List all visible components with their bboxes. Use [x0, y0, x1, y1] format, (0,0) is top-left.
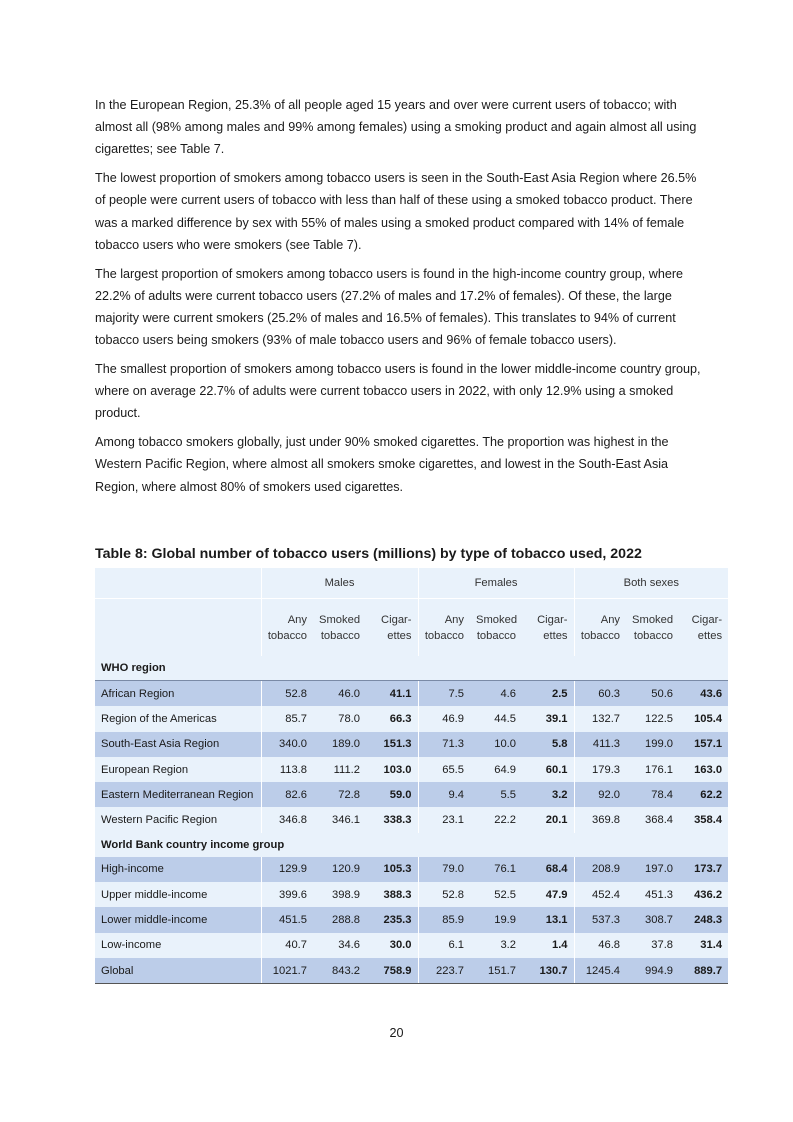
table-cell: 85.9	[418, 907, 470, 932]
table-cell: 248.3	[679, 907, 728, 932]
table-cell: 37.8	[626, 933, 679, 958]
column-header-line: Cigar-	[691, 613, 723, 626]
table-cell: 399.6	[261, 882, 313, 907]
column-header	[574, 599, 626, 657]
table-cell: 199.0	[626, 732, 679, 757]
table-row	[95, 933, 728, 958]
section-label: World Bank country income group	[95, 833, 728, 857]
table-cell: 176.1	[626, 757, 679, 782]
column-header-line: ettes	[387, 629, 412, 642]
paragraph: The smallest proportion of smokers among tobacco users is found in the lower middle-income country group, where on average 22.7% of adults were current tobacco users in 2022, with only 12.9% using a smoked product.	[95, 362, 701, 421]
table-cell: 398.9	[313, 882, 366, 907]
table-cell: 1.4	[522, 933, 574, 958]
table-cell: 20.1	[522, 807, 574, 832]
table-cell: 52.5	[470, 882, 522, 907]
table-cell: 105.4	[679, 706, 728, 731]
column-header	[366, 599, 418, 657]
table-cell: 52.8	[261, 681, 313, 707]
table-cell: 13.1	[522, 907, 574, 932]
table-cell: 46.9	[418, 706, 470, 731]
section-row-income	[95, 833, 728, 857]
table-cell: 132.7	[574, 706, 626, 731]
table-cell: 2.5	[522, 681, 574, 707]
table-cell: 66.3	[366, 706, 418, 731]
who-region-rows	[95, 681, 728, 833]
column-header-line: Any	[600, 613, 621, 626]
tobacco-users-table	[95, 568, 728, 984]
column-header	[626, 599, 679, 657]
table-row	[95, 681, 728, 707]
corner-cell	[95, 568, 261, 599]
table-cell: 120.9	[313, 857, 366, 882]
table-cell: 68.4	[522, 857, 574, 882]
section-label: WHO region	[95, 656, 261, 681]
table-cell: 5.5	[470, 782, 522, 807]
table-cell: 436.2	[679, 882, 728, 907]
column-header	[522, 599, 574, 657]
table-cell: 151.7	[470, 958, 522, 984]
table-cell: 358.4	[679, 807, 728, 832]
income-group-rows	[95, 857, 728, 984]
group-header-both: Both sexes	[574, 568, 728, 599]
column-header-line: Cigar-	[537, 613, 568, 626]
row-label: European Region	[95, 757, 261, 782]
table-cell: 9.4	[418, 782, 470, 807]
table-cell: 173.7	[679, 857, 728, 882]
paragraph: Among tobacco smokers globally, just under 90% smoked cigarettes. The proportion was highest in the Western Pacific Region, where almost all smokers smoke cigarettes, and lowest in the South-East Asia Region, where almost 80% of smokers used cigarettes.	[95, 435, 669, 494]
row-label: Upper middle-income	[95, 882, 261, 907]
table-cell: 10.0	[470, 732, 522, 757]
column-header-line: tobacco	[267, 629, 307, 642]
column-header-line: ettes	[697, 629, 723, 642]
row-label: Eastern Mediterranean Region	[95, 782, 261, 807]
table-cell: 46.8	[574, 933, 626, 958]
table-cell: 122.5	[626, 706, 679, 731]
table-cell: 72.8	[313, 782, 366, 807]
table-cell: 60.1	[522, 757, 574, 782]
paragraph: The largest proportion of smokers among tobacco users is found in the high-income country group, where 22.2% of adults were current tobacco users (27.2% of males and 17.2% of females). Of these, the large majority were current smokers (25.2% of males and 16.5% of females). This translates to 94% of current tobacco users being smokers (93% of male tobacco users and 96% of female tobacco users).	[95, 266, 684, 348]
corner-cell	[95, 599, 261, 657]
row-label: Global	[95, 958, 261, 984]
table-cell: 537.3	[574, 907, 626, 932]
table-cell: 129.9	[261, 857, 313, 882]
group-header-males: Males	[261, 568, 418, 599]
table-cell: 46.0	[313, 681, 366, 707]
table-cell: 39.1	[522, 706, 574, 731]
table-cell: 1021.7	[261, 958, 313, 984]
table-cell: 4.6	[470, 681, 522, 707]
table-cell: 451.3	[626, 882, 679, 907]
column-header-line: tobacco	[476, 629, 516, 642]
table-cell: 346.1	[313, 807, 366, 832]
table-cell: 3.2	[522, 782, 574, 807]
table-cell: 34.6	[313, 933, 366, 958]
column-header-line: Any	[444, 613, 464, 626]
table-row	[95, 907, 728, 932]
table-cell: 388.3	[366, 882, 418, 907]
table-cell: 346.8	[261, 807, 313, 832]
row-label: Region of the Americas	[95, 706, 261, 731]
table-cell: 994.9	[626, 958, 679, 984]
table-cell: 41.1	[366, 681, 418, 707]
table-cell: 843.2	[313, 958, 366, 984]
table-cell: 151.3	[366, 732, 418, 757]
table-cell: 197.0	[626, 857, 679, 882]
column-header	[418, 599, 470, 657]
table-cell: 157.1	[679, 732, 728, 757]
table-cell: 76.1	[470, 857, 522, 882]
table-cell: 308.7	[626, 907, 679, 932]
table-cell: 338.3	[366, 807, 418, 832]
table-row	[95, 882, 728, 907]
body-text	[95, 94, 705, 504]
table-cell: 235.3	[366, 907, 418, 932]
table-title: Table 8: Global number of tobacco users (millions) by type of tobacco used, 2022	[95, 546, 642, 562]
table-cell: 3.2	[470, 933, 522, 958]
column-header	[679, 599, 728, 657]
table-cell: 64.9	[470, 757, 522, 782]
column-header-line: Smoked	[476, 613, 518, 626]
table-row	[95, 807, 728, 832]
table-cell: 65.5	[418, 757, 470, 782]
group-header-females: Females	[418, 568, 574, 599]
table-cell: 179.3	[574, 757, 626, 782]
table-cell: 223.7	[418, 958, 470, 984]
table-cell: 105.3	[366, 857, 418, 882]
section-row-who	[95, 656, 728, 681]
row-label: Western Pacific Region	[95, 807, 261, 832]
paragraph: The lowest proportion of smokers among tobacco users is seen in the South-East Asia Region where 26.5% of people were current users of tobacco with less than half of these using a smoked tobacco product. There was a marked difference by sex with 55% of males using a smoked product compared with 14% of female tobacco users who were smokers (see Table 7).	[95, 171, 697, 252]
column-header-line: ettes	[543, 629, 568, 642]
table-row	[95, 958, 728, 984]
table-cell: 30.0	[366, 933, 418, 958]
row-label: African Region	[95, 681, 261, 707]
row-label: High-income	[95, 857, 261, 882]
page-number: 20	[389, 1026, 404, 1040]
table-cell: 85.7	[261, 706, 313, 731]
table-cell: 7.5	[418, 681, 470, 707]
table-cell: 163.0	[679, 757, 728, 782]
column-header	[261, 599, 313, 657]
table-cell: 130.7	[522, 958, 574, 984]
column-header-line: tobacco	[580, 629, 621, 642]
table-cell: 92.0	[574, 782, 626, 807]
column-header	[470, 599, 522, 657]
table-cell: 31.4	[679, 933, 728, 958]
table-cell: 44.5	[470, 706, 522, 731]
table-cell: 19.9	[470, 907, 522, 932]
table-cell: 62.2	[679, 782, 728, 807]
table-cell: 79.0	[418, 857, 470, 882]
table-cell: 59.0	[366, 782, 418, 807]
paragraph: In the European Region, 25.3% of all people aged 15 years and over were current users of tobacco; with almost all (98% among males and 99% among females) using a smoking product and again almost all using cigarettes; see Table 7.	[95, 98, 697, 157]
column-header-line: Cigar-	[381, 613, 412, 626]
table-cell: 78.4	[626, 782, 679, 807]
row-label: South-East Asia Region	[95, 732, 261, 757]
table-cell: 78.0	[313, 706, 366, 731]
group-header-row	[95, 568, 728, 599]
table-cell: 52.8	[418, 882, 470, 907]
table-cell: 60.3	[574, 681, 626, 707]
table-cell: 1245.4	[574, 958, 626, 984]
column-header-line: Smoked	[632, 613, 674, 626]
table-cell: 208.9	[574, 857, 626, 882]
column-header-line: tobacco	[320, 629, 360, 642]
table-cell: 411.3	[574, 732, 626, 757]
table-cell: 43.6	[679, 681, 728, 707]
table-row	[95, 857, 728, 882]
table-cell: 22.2	[470, 807, 522, 832]
table-cell: 5.8	[522, 732, 574, 757]
column-header-line: tobacco	[424, 629, 464, 642]
table-cell: 40.7	[261, 933, 313, 958]
table-cell: 288.8	[313, 907, 366, 932]
table-row	[95, 706, 728, 731]
table-cell: 189.0	[313, 732, 366, 757]
table-cell: 23.1	[418, 807, 470, 832]
table-row	[95, 757, 728, 782]
table-cell: 82.6	[261, 782, 313, 807]
table-cell: 889.7	[679, 958, 728, 984]
row-label: Lower middle-income	[95, 907, 261, 932]
row-label: Low-income	[95, 933, 261, 958]
column-header-row	[95, 599, 728, 657]
column-header-line: Any	[287, 613, 307, 626]
table-cell: 340.0	[261, 732, 313, 757]
table-cell: 50.6	[626, 681, 679, 707]
column-header-line: Smoked	[319, 613, 361, 626]
table-cell: 103.0	[366, 757, 418, 782]
table-row	[95, 782, 728, 807]
table-cell: 758.9	[366, 958, 418, 984]
table-cell: 368.4	[626, 807, 679, 832]
table-cell: 47.9	[522, 882, 574, 907]
column-header-line: tobacco	[633, 629, 674, 642]
table-cell: 71.3	[418, 732, 470, 757]
table-cell: 369.8	[574, 807, 626, 832]
table-cell: 111.2	[313, 757, 366, 782]
table-cell: 452.4	[574, 882, 626, 907]
table-row	[95, 732, 728, 757]
table-cell: 113.8	[261, 757, 313, 782]
column-header	[313, 599, 366, 657]
table-cell: 6.1	[418, 933, 470, 958]
table-cell: 451.5	[261, 907, 313, 932]
